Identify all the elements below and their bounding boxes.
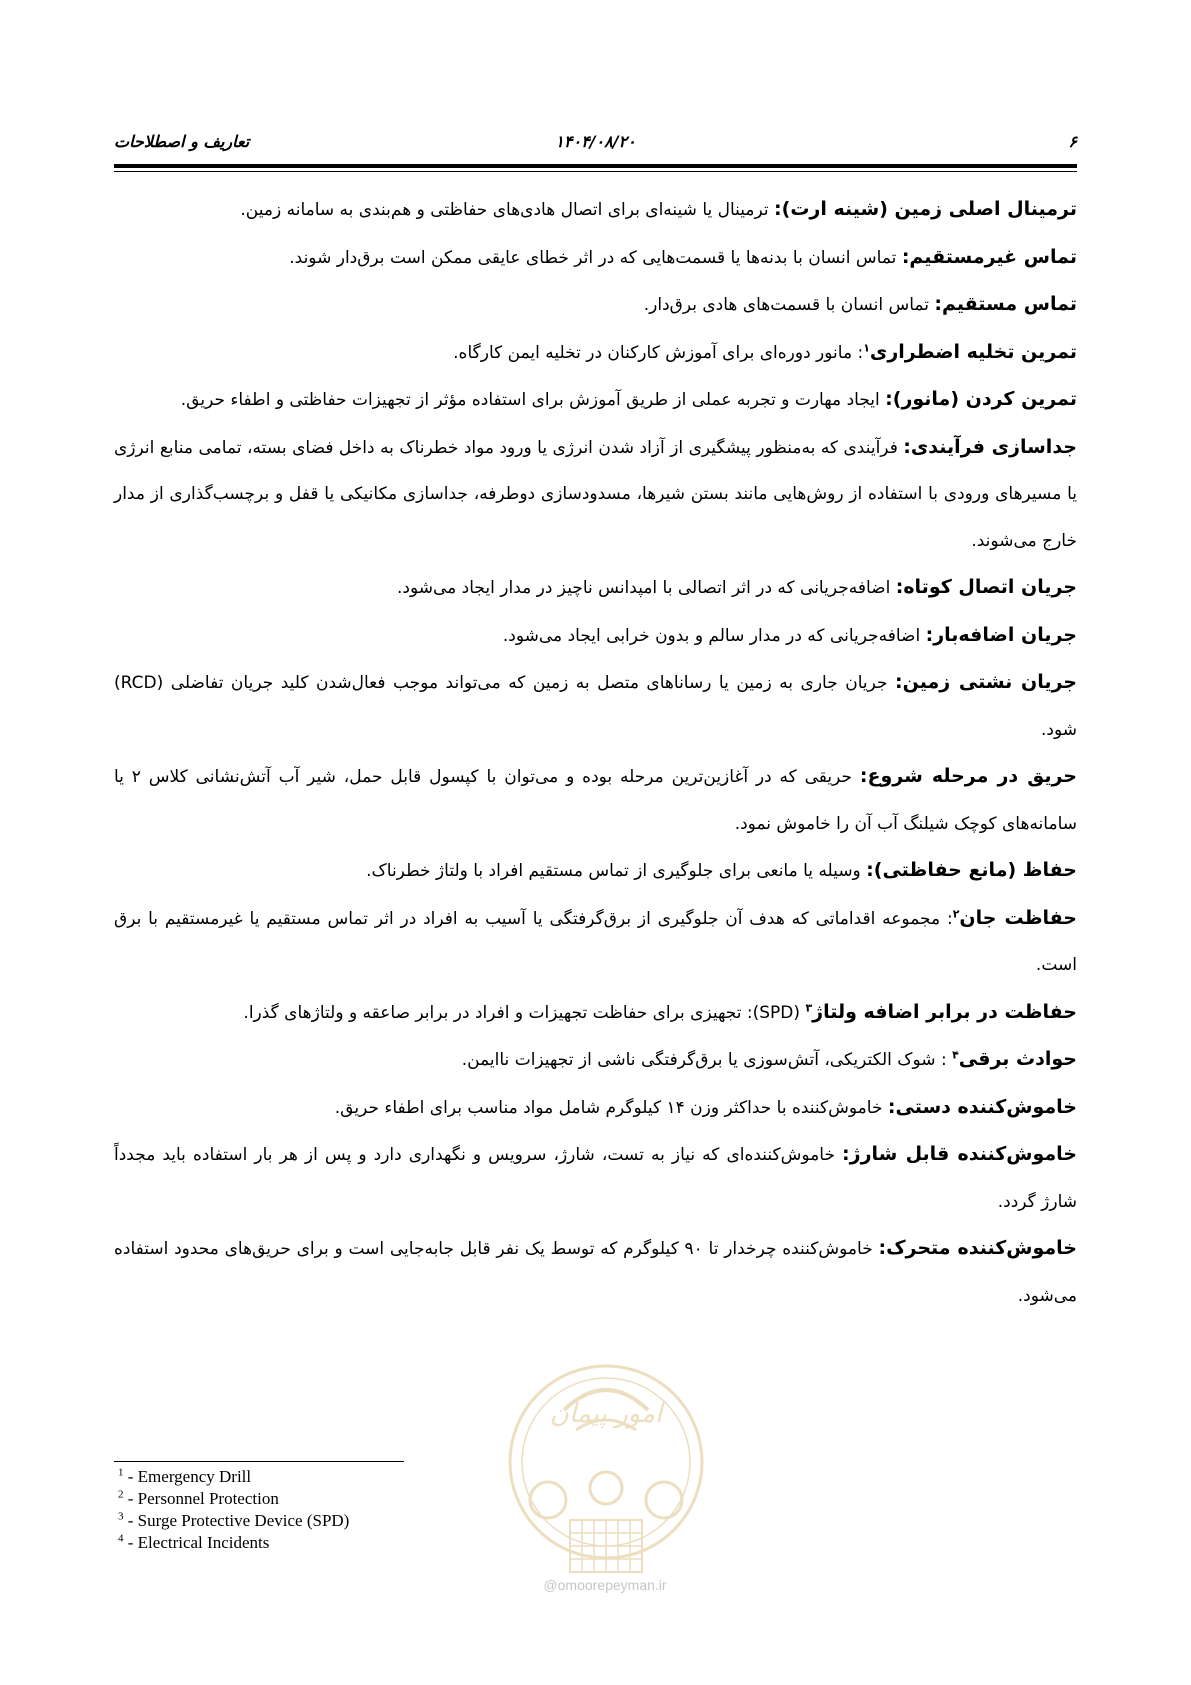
footnote-number: 2 xyxy=(118,1488,124,1501)
footnote-ref: ۴ xyxy=(952,1048,959,1062)
definition-text: خاموش‌کننده چرخدار تا ۹۰ کیلوگرم که توسط یک نفر قابل جابه‌جایی است و برای حریق‌های محدود استفاده می‌شود. xyxy=(114,1239,1077,1306)
header-date: ۱۴۰۴/۰۸/۲۰ xyxy=(555,132,636,151)
definition-term: تمرین تخلیه اضطراری xyxy=(869,340,1077,363)
footnote-text: - Emergency Drill xyxy=(123,1467,252,1486)
definition-text: ترمینال یا شینه‌ای برای اتصال هادی‌های حفاظتی و هم‌بندی به سامانه زمین. xyxy=(240,200,775,220)
definition-term: خاموش‌کننده متحرک: xyxy=(878,1237,1077,1259)
definition-paragraph xyxy=(114,329,1077,377)
definition-text: حریقی که در آغازین‌ترین مرحله بوده و می‌توان با کپسول قابل حمل، شیر آب آتش‌نشانی کلاس ۲ یا سامانه‌های کوچک شیلنگ آب آن را خاموش نمود. xyxy=(114,767,1077,834)
definition-term: تماس مستقیم: xyxy=(934,293,1077,315)
footnotes xyxy=(118,1466,349,1554)
footnote-item xyxy=(118,1532,349,1554)
footnote-ref: ۳ xyxy=(805,1000,813,1014)
definition-term: جریان اضافه‌بار: xyxy=(925,623,1077,646)
definition-term: ترمینال اصلی زمین (شینه ارت): xyxy=(774,198,1077,220)
definition-paragraph xyxy=(114,564,1077,612)
definition-text: تماس انسان با بدنه‌ها یا قسمت‌هایی که در اثر خطای عایقی ممکن است برق‌دار شوند. xyxy=(289,247,902,268)
definition-paragraph xyxy=(114,895,1077,989)
definition-text: تماس انسان با قسمت‌های هادی برق‌دار. xyxy=(643,295,935,315)
definition-paragraph xyxy=(114,1084,1077,1132)
definition-text: جریان جاری به زمین یا رساناهای متصل به زمین که می‌تواند موجب فعال‌شدن کلید جریان تفاضلی (RCD) شود. xyxy=(114,673,1077,740)
definition-text: خاموش‌کننده‌ای که نیاز به تست، شارژ، سرویس و نگهداری دارد و پس از هر بار استفاده باید مجدداً شارژ گردد. xyxy=(114,1145,1077,1212)
definition-text: : شوک الکتریکی، آتش‌سوزی یا برق‌گرفتگی ناشی از تجهیزات ناایمن. xyxy=(461,1050,953,1070)
footnote-number: 3 xyxy=(118,1510,124,1523)
definition-paragraph xyxy=(114,186,1077,234)
definition-text: فرآیندی که به‌منظور پیشگیری از آزاد شدن انرژی یا ورود مواد خطرناک به داخل فضای بسته، تمامی منابع انرژی یا مسیرهای ورودی با استفاده از روش‌هایی مانند بستن شیرها، مسدودسازی دوطرفه، جداسازی مکانیکی یا قفل و برچسب‌گذاری از مدار خارج می‌شوند. xyxy=(114,437,1077,551)
page-header xyxy=(114,126,1077,162)
definition-term: حفاظ (مانع حفاظتی): xyxy=(866,859,1077,881)
definition-term: خاموش‌کننده دستی: xyxy=(887,1095,1077,1118)
definition-paragraph xyxy=(114,847,1077,895)
header-rule-thin xyxy=(114,171,1077,172)
watermark-caption: @omoorepeyman.ir xyxy=(543,1577,667,1593)
definition-term: تمرین کردن (مانور): xyxy=(885,388,1077,410)
definition-text: : مانور دوره‌ای برای آموزش کارکنان در تخلیه ایمن کارگاه. xyxy=(453,342,864,363)
definition-paragraph xyxy=(114,753,1077,847)
footnote-number: 1 xyxy=(118,1466,124,1479)
definition-term: حفاظت در برابر اضافه ولتاژ xyxy=(812,1000,1077,1023)
definition-text: : مجموعه اقداماتی که هدف آن جلوگیری از برق‌گرفتگی یا آسیب به افراد در اثر تماس مستقیم یا غیرمستقیم با برق است. xyxy=(114,908,1077,975)
definition-paragraph xyxy=(114,281,1077,329)
header-rule-thick xyxy=(114,164,1077,168)
definition-term: حوادث برقی xyxy=(958,1048,1077,1070)
definition-term: خاموش‌کننده قابل شارژ: xyxy=(842,1143,1077,1165)
definition-text: اضافه‌جریانی که در اثر اتصالی با امپدانس ناچیز در مدار ایجاد می‌شود. xyxy=(397,578,896,598)
definition-paragraph xyxy=(114,376,1077,424)
definition-term: حفاظت جان xyxy=(959,906,1077,929)
definition-paragraph xyxy=(114,424,1077,565)
footnote-item xyxy=(118,1510,349,1532)
definition-term: جریان اتصال کوتاه: xyxy=(895,576,1077,598)
footnote-item xyxy=(118,1488,349,1510)
footnote-text: - Surge Protective Device (SPD) xyxy=(123,1511,350,1530)
footnote-ref: ۱ xyxy=(863,340,870,354)
definition-text: اضافه‌جریانی که در مدار سالم و بدون خرابی ایجاد می‌شود. xyxy=(502,625,926,646)
definition-term: جریان نشتی زمین: xyxy=(895,671,1077,693)
definition-paragraph xyxy=(114,989,1077,1037)
footnote-number: 4 xyxy=(118,1532,124,1545)
definition-paragraph xyxy=(114,659,1077,753)
footnote-text: - Electrical Incidents xyxy=(123,1533,270,1552)
footnote-rule xyxy=(114,1461,404,1462)
header-title: تعاریف و اصطلاحات xyxy=(114,132,250,151)
definition-text: خاموش‌کننده با حداکثر وزن ۱۴ کیلوگرم شامل مواد مناسب برای اطفاء حریق. xyxy=(334,1097,888,1118)
definition-paragraph xyxy=(114,1131,1077,1225)
page-number: ۶ xyxy=(1068,132,1077,151)
definition-paragraph xyxy=(114,1225,1077,1319)
definition-text: ایجاد مهارت و تجربه عملی از طریق آموزش برای استفاده مؤثر از تجهیزات حفاظتی و اطفاء حریق. xyxy=(180,390,886,410)
definition-paragraph xyxy=(114,234,1077,282)
definitions-list xyxy=(114,186,1077,1319)
definition-term: جداسازی فرآیندی: xyxy=(903,435,1077,458)
definition-text: وسیله یا مانعی برای جلوگیری از تماس مستقیم افراد با ولتاژ خطرناک. xyxy=(366,861,867,881)
footnote-item xyxy=(118,1466,349,1488)
definition-term: حریق در مرحله شروع: xyxy=(859,765,1077,787)
definition-text: (SPD): تجهیزی برای حفاظت تجهیزات و افراد در برابر صاعقه و ولتاژهای گذرا. xyxy=(243,1002,806,1023)
definition-paragraph xyxy=(114,612,1077,660)
watermark-arc-text: امور پیمان xyxy=(549,1399,663,1429)
definition-term: تماس غیرمستقیم: xyxy=(901,245,1077,268)
definition-paragraph xyxy=(114,1036,1077,1084)
footnote-text: - Personnel Protection xyxy=(123,1489,279,1508)
footnote-ref: ۲ xyxy=(952,906,960,920)
